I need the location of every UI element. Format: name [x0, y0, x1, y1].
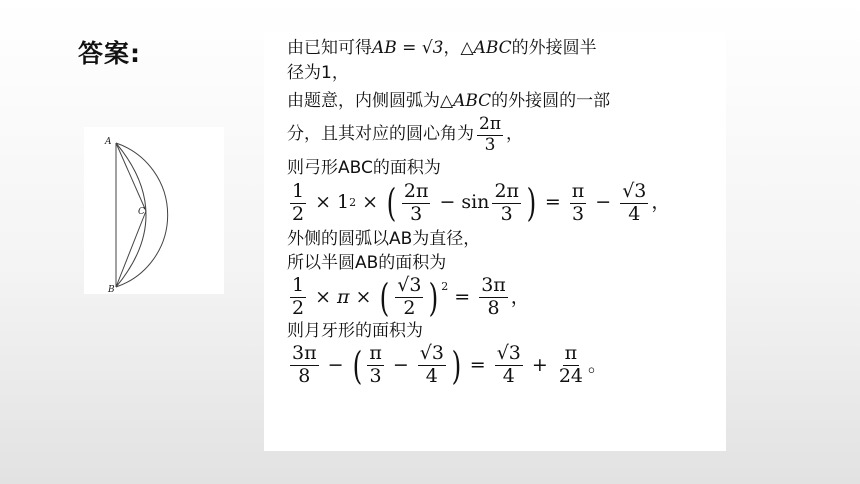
solution-line-3: 由题意，内侧圆弧为△ABC的外接圆的一部 [287, 90, 611, 111]
segment-area-equation: $\frac{1}{2}$ × 1 2 × ( $\frac{2\pi}{3}$ − sin $\frac{2\pi}{3}$ ) = $\frac{\pi}{3}$ − $\frac{√3}{4}$ ， [292, 179, 671, 226]
solution-line-5: 则弓形ABC的面积为 [287, 158, 441, 179]
solution-line-2: 径为1， [287, 63, 349, 84]
solution-line-4: 分，且其对应的圆心角为 $\frac{2\pi}{3}$ ， [287, 113, 523, 155]
solution-line-11: 则月牙形的面积为 [287, 320, 423, 341]
segment-ac [116, 143, 146, 211]
crescent-area-equation: $\frac{3\pi}{8}$ − ( $\frac{\pi}{3}$ − $\frac{√3}{4}$ ) = $\frac{√3}{4}$ + $\frac{\pi}{24}$ 。 [292, 342, 608, 388]
solution-panel [264, 32, 726, 451]
label-c: C [138, 207, 145, 217]
solution-line-9: 所以半圆AB的面积为 [287, 252, 447, 273]
label-b: B [108, 285, 115, 294]
central-angle-fraction: $\frac{2\pi}{3}$ [479, 113, 501, 155]
geometry-figure [84, 127, 224, 294]
segment-cb [116, 211, 146, 287]
solution-line-1: 由已知可得AB = √3，△ABC的外接圆半 [287, 38, 597, 58]
semicircle-area-equation: $\frac{1}{2}$ × π × ( $\frac{√3}{2}$ ) $^2$ = $\frac{3\pi}{8}$ ， [292, 274, 530, 320]
answer-heading: 答案: [78, 39, 141, 68]
label-a: A [105, 137, 112, 147]
crescent-diagram [84, 127, 224, 294]
solution-line-8: 外侧的圆弧以AB为直径， [287, 228, 481, 249]
